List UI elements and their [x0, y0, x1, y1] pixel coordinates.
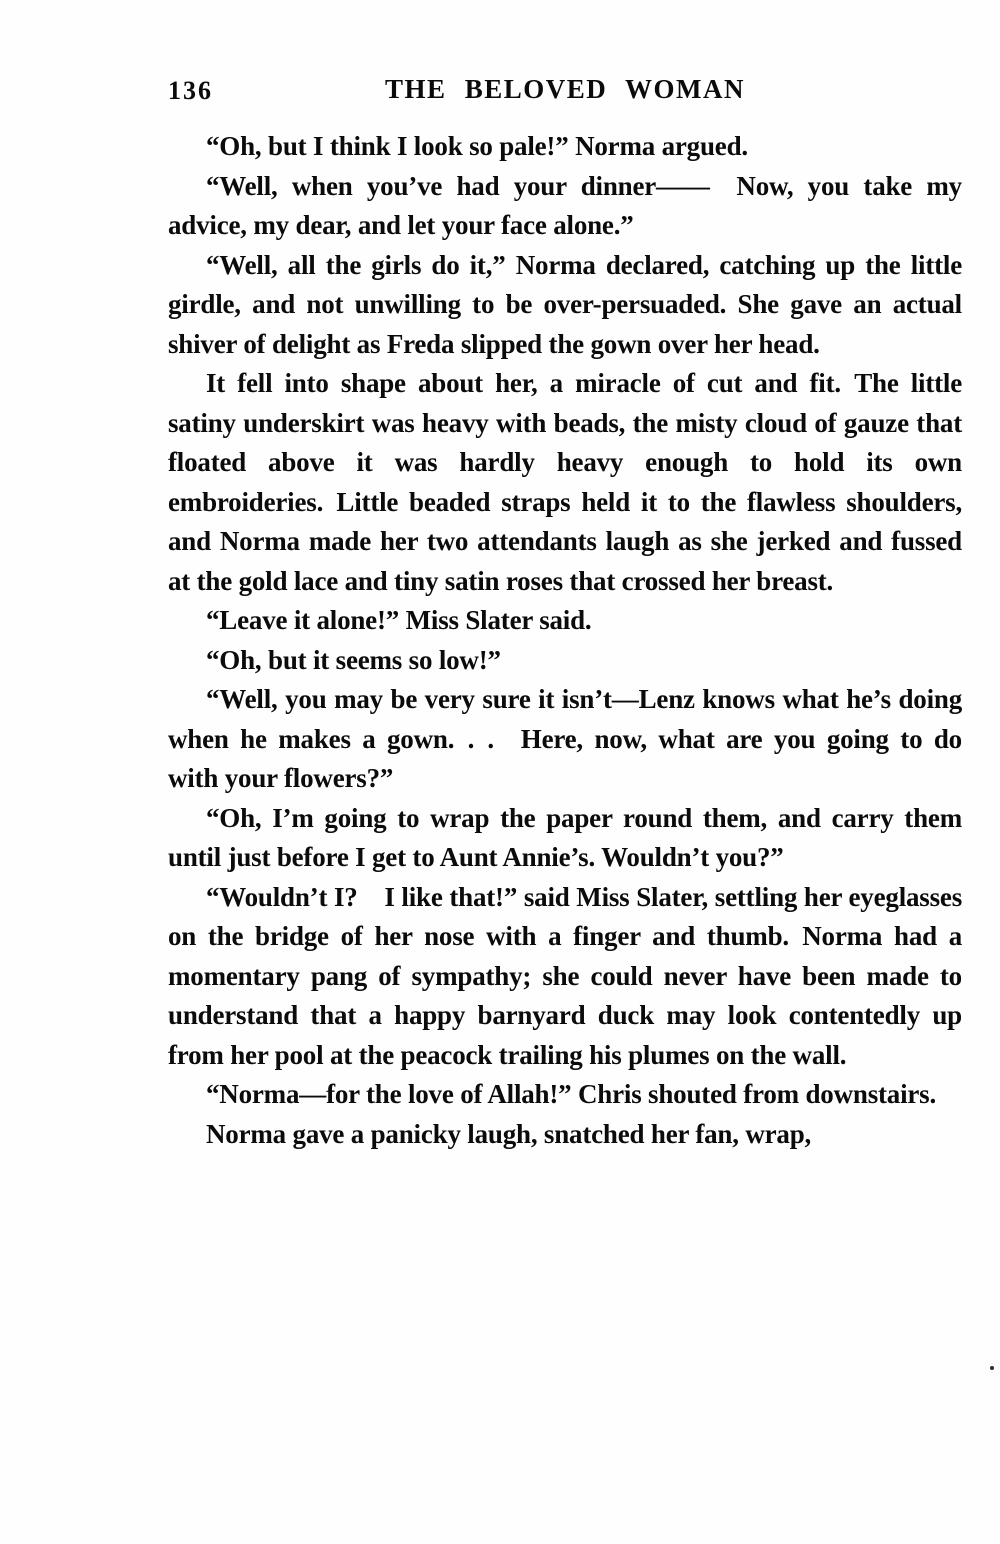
scan-artifact-dot: [990, 1366, 994, 1370]
paragraph: Norma gave a panicky laugh, snatched her fan, wrap,: [206, 1118, 812, 1149]
paragraph: “Oh, but I think I look so pale!” Norma argued.: [206, 131, 748, 161]
page-text: [168, 127, 962, 1154]
page-number: 136: [168, 76, 213, 105]
paragraph: “Leave it alone!” Miss Slater said.: [206, 605, 592, 635]
paragraph: “Wouldn’t I? I like that!” said Miss Slater, settling her eyeglasses on the bridge of her nose with a finger and thumb. Norma had a momentary pang of sympathy; she could never have been made to understand that a happy barnyard duck may look contentedly up from her pool at the peacock trailing his plumes on the wall.: [168, 881, 962, 1070]
page-header: [168, 74, 962, 108]
paragraph: “Oh, but it seems so low!”: [206, 644, 501, 675]
paragraph: “Well, when you’ve had your dinner—— Now, you take my advice, my dear, and let your face alone.”: [168, 170, 962, 240]
paragraph: It fell into shape about her, a miracle of cut and fit. The little satiny underskirt was heavy with beads, the misty cloud of gauze that floated above it was hardly heavy enough to hold its own embroideries. Little beaded straps held it to the flawless shoulders, and Norma made her two attendants laugh as she jerked and fussed at the gold lace and tiny satin roses that crossed her breast.: [168, 368, 962, 596]
paragraph: “Well, all the girls do it,” Norma declared, catching up the little girdle, and not unwilling to be over-persuaded. She gave an actual shiver of delight as Freda slipped the gown over her head.: [168, 249, 962, 359]
running-title: THE BELOVED WOMAN: [384, 74, 746, 104]
paragraph: “Well, you may be very sure it isn’t—Lenz knows what he’s doing when he makes a gown. . . Here, now, what are you going to do with your flowers?”: [168, 684, 962, 793]
paragraph: “Norma—for the love of Allah!” Chris shouted from downstairs.: [206, 1079, 937, 1109]
paragraph: “Oh, I’m going to wrap the paper round them, and carry them until just before I get to Aunt Annie’s. Wouldn’t you?”: [168, 802, 962, 872]
